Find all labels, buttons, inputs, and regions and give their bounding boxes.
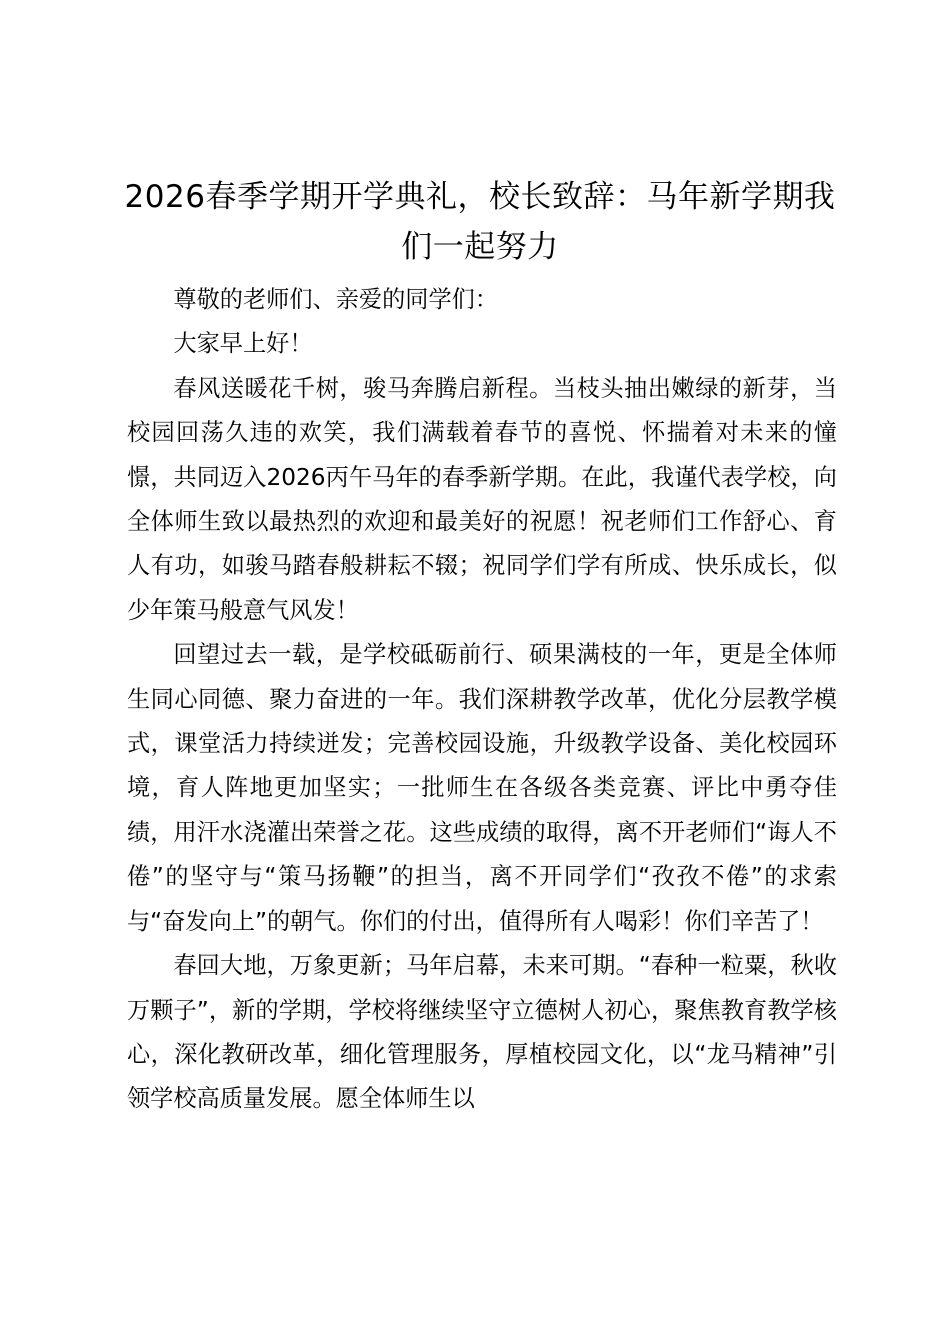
greeting: 大家早上好！ [173, 330, 313, 358]
paragraph-review: 回望过去一载，是学校砥砺前行、硕果满枝的一年，更是全体师生同心同德、聚力奋进的一年。我们深耕教学改革，优化分层教学模式，课堂活力持续迸发；完善校园设施，升级教学设备、美化校园环境，育人阵地更加坚实；一批师生在各级各类竞赛、评比中勇夺佳绩，用汗水浇灌出荣誉之花。这些成绩的取得，离不开老师们“诲人不倦”的坚守与“策马扬鞭”的担当，离不开同学们“孜孜不倦”的求索与“奋发向上”的朝气。你们的付出，值得所有人喝彩！你们辛苦了！ [127, 641, 837, 935]
document-body [127, 278, 837, 1122]
document-title: 2026春季学期开学典礼，校长致辞：马年新学期我们一起努力 [124, 179, 836, 265]
salutation: 尊敬的老师们、亲爱的同学们： [173, 286, 499, 313]
paragraph-spring-opening: 春风送暖花千树，骏马奔腾启新程。当枝头抽出嫩绿的新芽，当校园回荡久违的欢笑，我们满载着春节的喜悦、怀揣着对未来的憧憬，共同迈入2026丙午马年的春季新学期。在此，我谨代表学校，向全体师生致以最热烈的欢迎和最美好的祝愿！祝老师们工作舒心、育人有功，如骏马踏春般耕耘不辍；祝同学们学有所成、快乐成长，似少年策马般意气风发！ [127, 374, 837, 624]
paragraph-outlook: 春回大地，万象更新；马年启幕，未来可期。“春种一粒粟，秋收万颗子”，新的学期，学校将继续坚守立德树人初心，聚焦教育教学核心，深化教研改革，细化管理服务，厚植校园文化，以“龙马精神”引领学校高质量发展。愿全体师生以 [127, 952, 837, 1113]
